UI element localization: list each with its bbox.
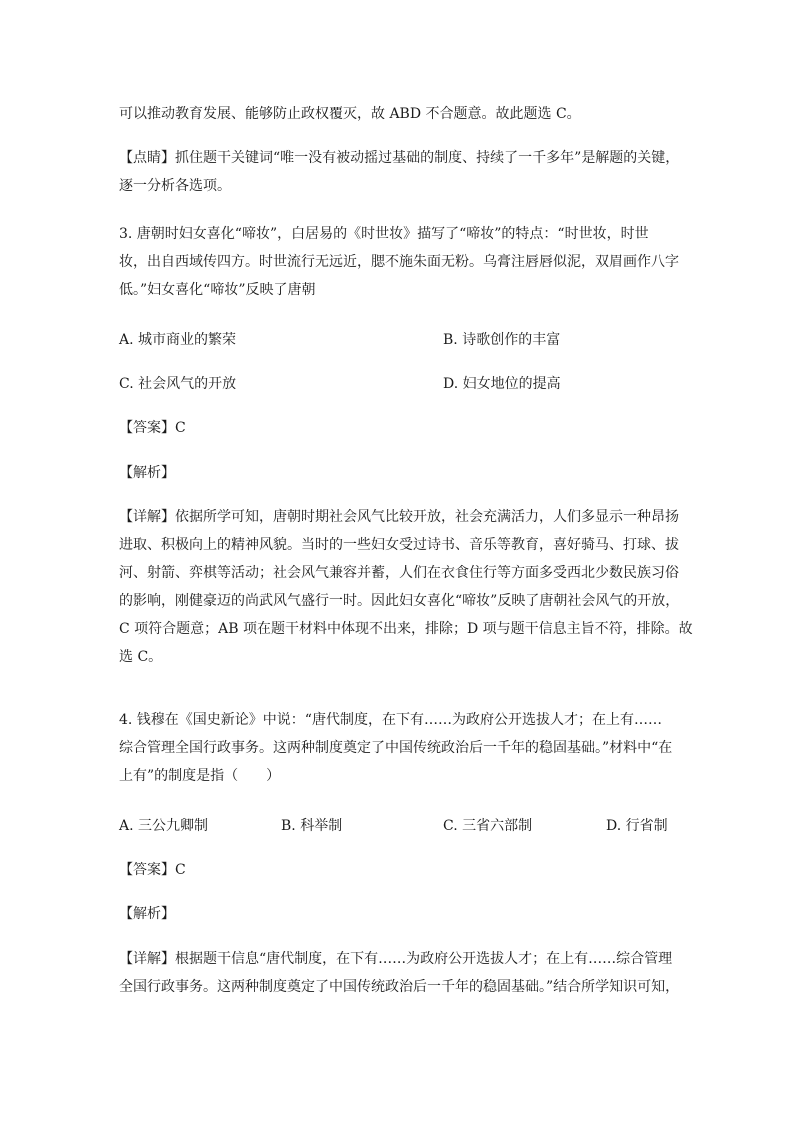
q3-option-d: D. 妇女地位的提高 bbox=[443, 376, 561, 392]
q4-option-b: B. 科举制 bbox=[281, 818, 343, 834]
q3-detail-line: 进取、积极向上的精神风貌。当时的一些妇女受过诗书、音乐等教育，喜好骑马、打球、拔 bbox=[119, 537, 679, 553]
q3-detail-line: 的影响，刚健豪迈的尚武风气盛行一时。因此妇女喜化“啼妆”反映了唐朝社会风气的开放， bbox=[119, 593, 680, 609]
q3-detail-paragraph bbox=[119, 509, 693, 665]
q4-option-d: D. 行省制 bbox=[606, 818, 668, 834]
dianjing-line: 【点睛】抓住题干关键词“唯一没有被动摇过基础的制度、持续了一千多年”是解题的关键， bbox=[119, 150, 680, 166]
q4-detail-line: 【详解】根据题干信息“唐代制度，在下有……为政府公开选拔人才；在上有……综合管理 bbox=[119, 951, 673, 967]
q3-detail-line: 河、射箭、弈棋等活动；社会风气兼容并蓄，人们在衣食住行等方面多受西北少数民族习俗 bbox=[119, 565, 679, 581]
intro-line: 可以推动教育发展、能够防止政权覆灭，故 ABD 不合题意。故此题选 C。 bbox=[119, 106, 581, 122]
q3-stem-line: 妆，出自西域传四方。时世流行无远近，腮不施朱面无粉。乌膏注唇唇似泥，双眉画作八字 bbox=[119, 254, 679, 270]
q4-stem-line: 上有”的制度是指（ ） bbox=[119, 768, 281, 784]
q3-analysis-label: 【解析】 bbox=[119, 465, 175, 481]
q3-detail-line: C 项符合题意；AB 项在题干材料中体现不出来，排除；D 项与题干信息主旨不符，排除。故 bbox=[119, 621, 693, 637]
q3-detail-line: 【详解】依据所学可知，唐朝时期社会风气比较开放，社会充满活力，人们多显示一种昂扬 bbox=[119, 509, 679, 525]
q4-answer: 【答案】C bbox=[119, 862, 186, 878]
q3-detail-line: 选 C。 bbox=[119, 649, 163, 665]
q3-stem-line: 3. 唐朝时妇女喜化“啼妆”，白居易的《时世妆》描写了“啼妆”的特点：“时世妆，时世 bbox=[119, 226, 649, 242]
question-3-stem bbox=[119, 226, 679, 298]
intro-paragraph bbox=[119, 106, 679, 122]
q4-option-c: C. 三省六部制 bbox=[443, 818, 533, 834]
q4-analysis-label: 【解析】 bbox=[119, 906, 175, 922]
q3-option-b: B. 诗歌创作的丰富 bbox=[443, 332, 561, 348]
dianjing-paragraph bbox=[119, 150, 679, 194]
q3-option-a: A. 城市商业的繁荣 bbox=[119, 332, 237, 348]
q3-answer: 【答案】C bbox=[119, 420, 186, 436]
q4-stem-line: 4. 钱穆在《国史新论》中说：“唐代制度，在下有……为政府公开选拔人才；在上有…… bbox=[119, 712, 662, 728]
q4-option-a: A. 三公九卿制 bbox=[119, 818, 209, 834]
q4-detail-paragraph bbox=[119, 951, 679, 995]
q3-option-c: C. 社会风气的开放 bbox=[119, 376, 237, 392]
q4-stem-line: 综合管理全国行政事务。这两种制度奠定了中国传统政治后一千年的稳固基础。”材料中“在 bbox=[119, 740, 673, 756]
question-4-stem bbox=[119, 712, 679, 784]
dianjing-line: 逐一分析各选项。 bbox=[119, 178, 231, 194]
q4-detail-line: 全国行政事务。这两种制度奠定了中国传统政治后一千年的稳固基础。”结合所学知识可知， bbox=[119, 979, 680, 995]
q3-stem-line: 低。”妇女喜化“啼妆”反映了唐朝 bbox=[119, 282, 316, 298]
